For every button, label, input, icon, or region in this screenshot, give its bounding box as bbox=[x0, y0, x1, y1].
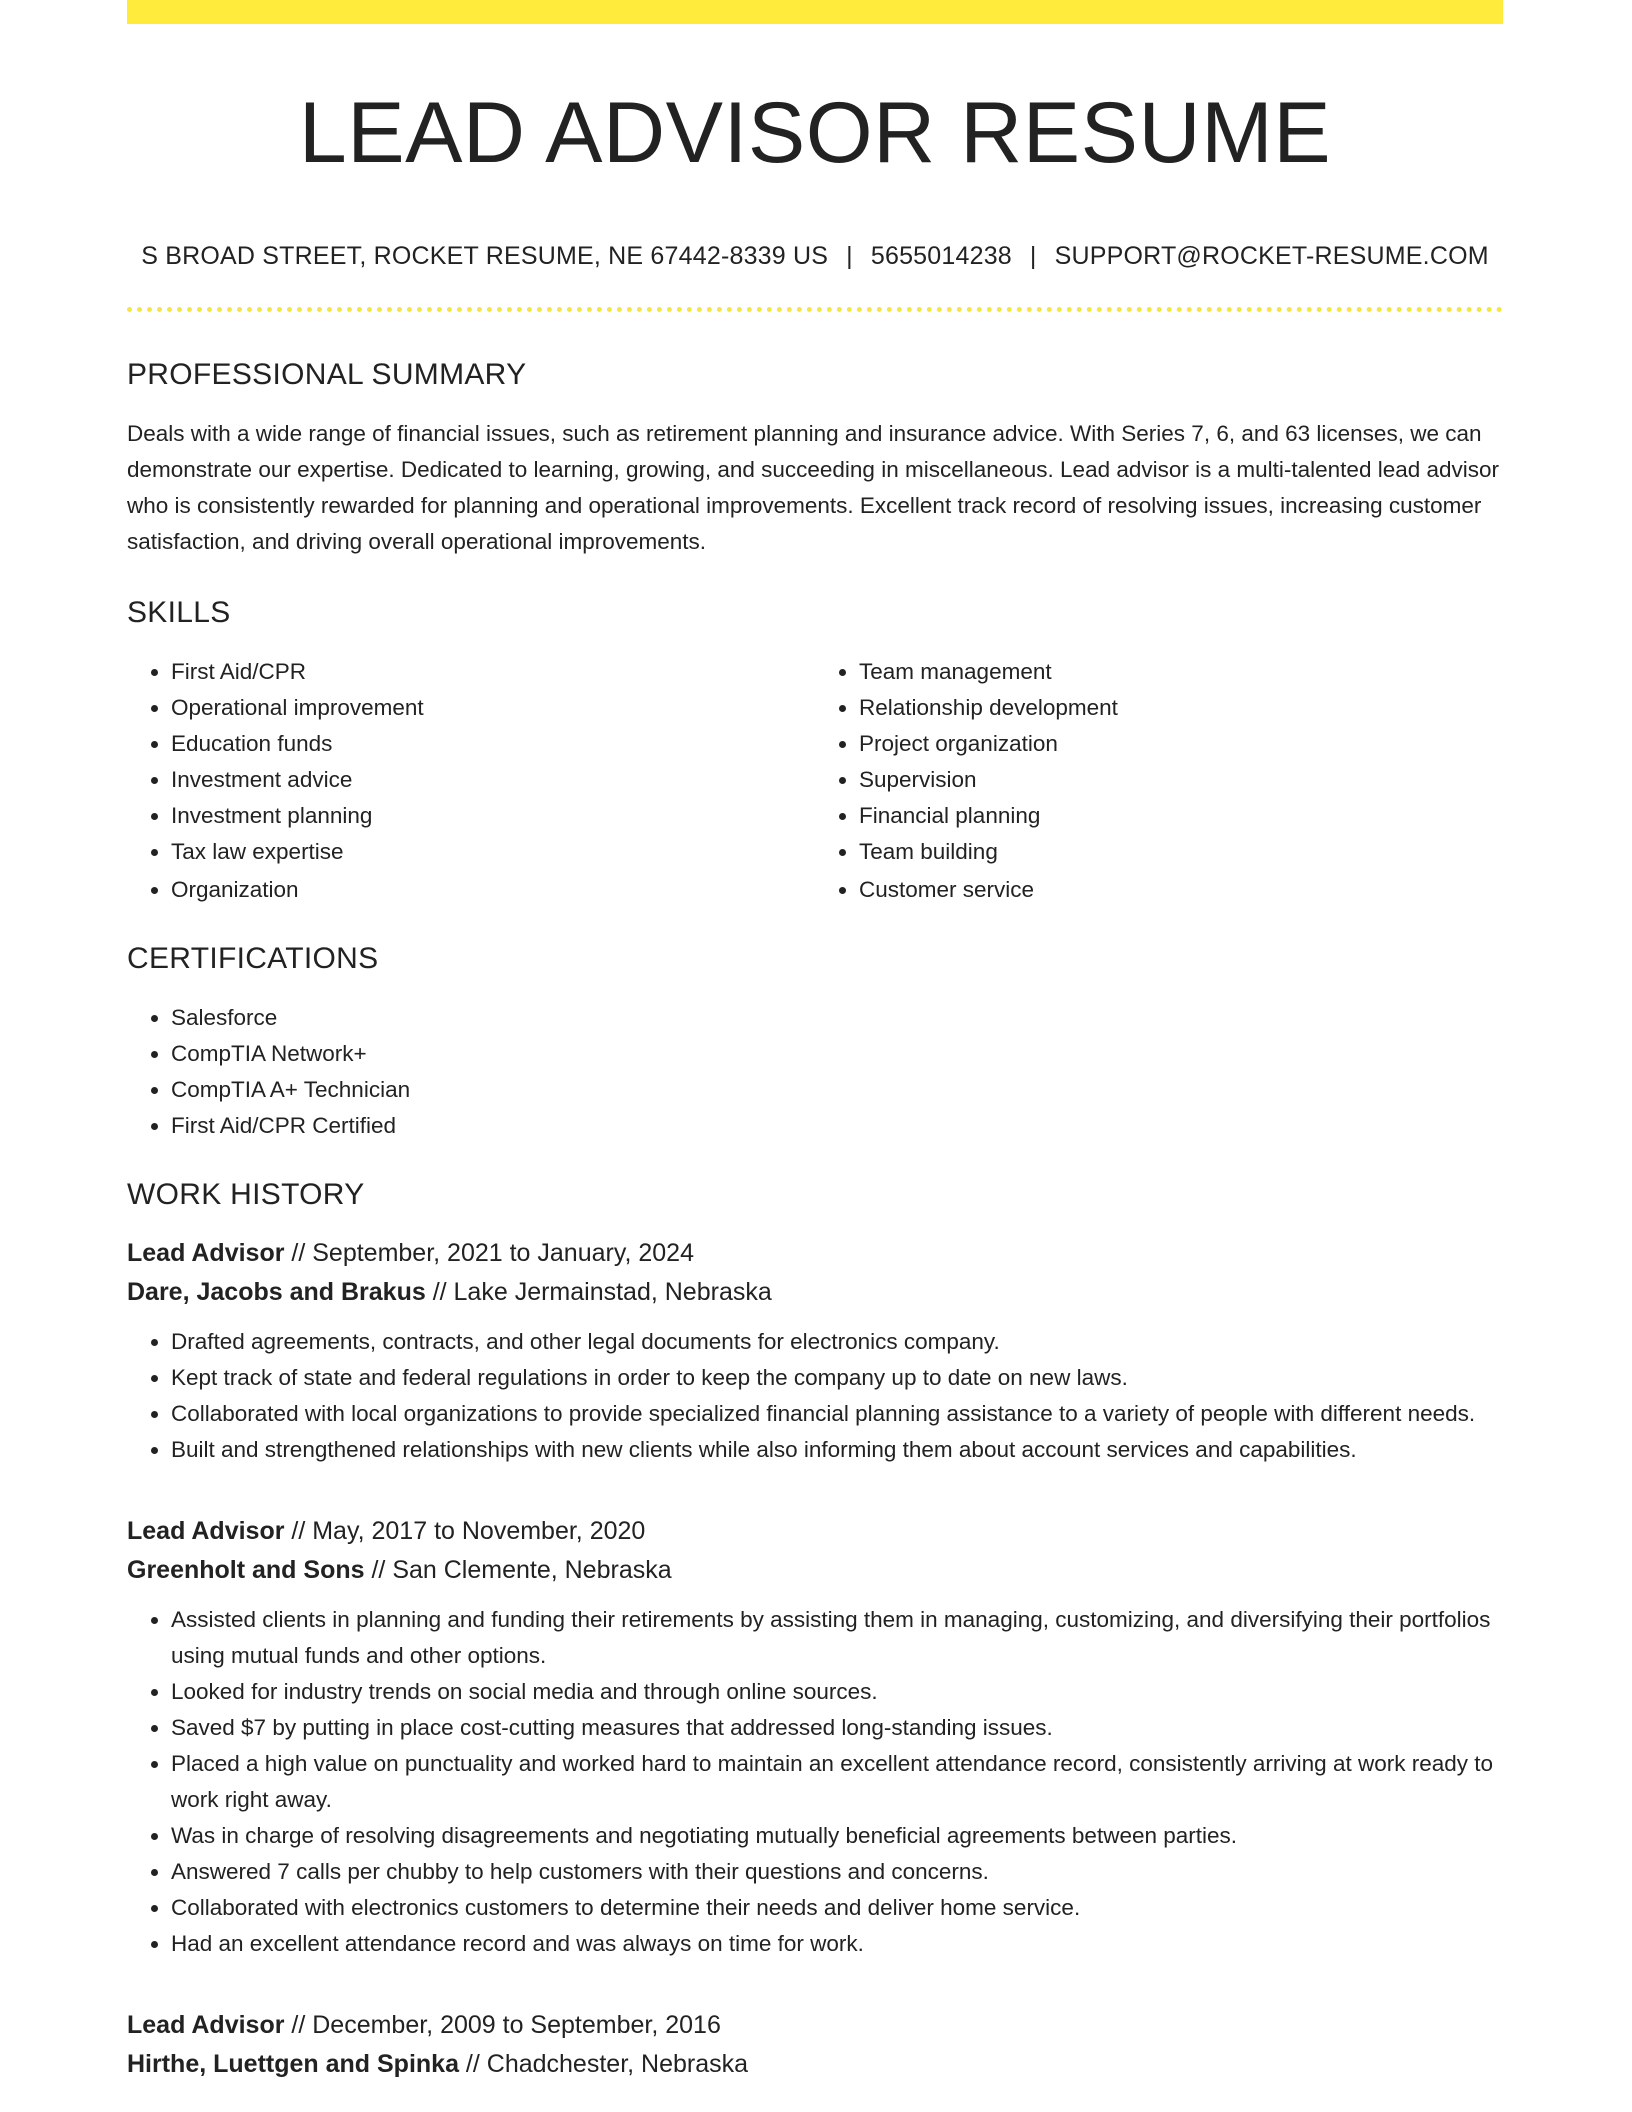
job-duty-item: • Was in charge of resolving disagreements and negotiating mutually beneficial agreements between parties. bbox=[171, 1818, 1503, 1854]
certification-item: • First Aid/CPR Certified bbox=[171, 1108, 1503, 1144]
section-heading-skills: SKILLS bbox=[127, 596, 231, 629]
work-history-section bbox=[127, 1180, 1503, 2084]
job-location: // San Clemente, Nebraska bbox=[364, 1556, 672, 1584]
job-title: Lead Advisor bbox=[127, 1517, 285, 1545]
job-company: Dare, Jacobs and Brakus bbox=[127, 1278, 426, 1306]
certifications-list bbox=[127, 1000, 1503, 1144]
skill-item: • First Aid/CPR bbox=[171, 654, 815, 690]
contact-address: S BROAD STREET, ROCKET RESUME, NE 67442-8339 US bbox=[141, 242, 829, 270]
skills-columns bbox=[127, 654, 1503, 908]
job-duty-item: • Built and strengthened relationships with new clients while also informing them about account services and capabilities. bbox=[171, 1432, 1503, 1468]
skill-item: • Project organization bbox=[859, 726, 1503, 762]
job-title-line bbox=[127, 2006, 1503, 2045]
job-duty-item: • Collaborated with electronics customers to determine their needs and deliver home service. bbox=[171, 1890, 1503, 1926]
certification-item: • CompTIA A+ Technician bbox=[171, 1072, 1503, 1108]
job-entry bbox=[127, 1234, 1503, 1468]
certification-item: • CompTIA Network+ bbox=[171, 1036, 1503, 1072]
job-company-line bbox=[127, 1273, 1503, 1312]
job-duty-item: • Saved $7 by putting in place cost-cutting measures that addressed long-standing issues. bbox=[171, 1710, 1503, 1746]
skill-item: • Customer service bbox=[859, 872, 1503, 908]
job-title-line bbox=[127, 1234, 1503, 1273]
skill-item: • Team management bbox=[859, 654, 1503, 690]
section-heading-summary: PROFESSIONAL SUMMARY bbox=[127, 358, 527, 391]
skill-item: • Relationship development bbox=[859, 690, 1503, 726]
accent-top-bar bbox=[127, 0, 1503, 24]
job-duty-item: • Looked for industry trends on social media and through online sources. bbox=[171, 1674, 1503, 1710]
job-title: Lead Advisor bbox=[127, 2011, 285, 2039]
job-company: Hirthe, Luettgen and Spinka bbox=[127, 2050, 459, 2078]
job-company-line bbox=[127, 1551, 1503, 1590]
contact-line bbox=[127, 242, 1503, 271]
skill-item: • Investment planning bbox=[171, 798, 815, 834]
job-duties-list bbox=[127, 1324, 1503, 1468]
job-location: // Chadchester, Nebraska bbox=[458, 2050, 749, 2078]
skills-list-right bbox=[815, 654, 1503, 908]
job-company: Greenholt and Sons bbox=[127, 1556, 365, 1584]
skill-item: • Organization bbox=[171, 872, 815, 908]
section-heading-work-history: WORK HISTORY bbox=[127, 1178, 365, 1211]
job-duties-list bbox=[127, 1602, 1503, 1962]
job-duty-item: • Answered 7 calls per chubby to help customers with their questions and concerns. bbox=[171, 1854, 1503, 1890]
job-duty-item: • Placed a high value on punctuality and worked hard to maintain an excellent attendance record, consistently arriving at work ready to work right away. bbox=[171, 1746, 1503, 1818]
job-title: Lead Advisor bbox=[127, 1239, 285, 1267]
job-dates: // September, 2021 to January, 2024 bbox=[284, 1239, 694, 1267]
contact-email: SUPPORT@ROCKET-RESUME.COM bbox=[1054, 242, 1489, 270]
job-dates: // December, 2009 to September, 2016 bbox=[284, 2011, 721, 2039]
job-dates: // May, 2017 to November, 2020 bbox=[284, 1517, 646, 1545]
dotted-divider bbox=[127, 307, 1503, 312]
skill-item: • Supervision bbox=[859, 762, 1503, 798]
job-entry bbox=[127, 1512, 1503, 1962]
contact-phone: 5655014238 bbox=[870, 242, 1012, 270]
job-entry bbox=[127, 2006, 1503, 2084]
job-duty-item: • Drafted agreements, contracts, and other legal documents for electronics company. bbox=[171, 1324, 1503, 1360]
job-title-line bbox=[127, 1512, 1503, 1551]
job-company-line bbox=[127, 2045, 1503, 2084]
job-duty-item: • Assisted clients in planning and funding their retirements by assisting them in managing, customizing, and diversifying their portfolios using mutual funds and other options. bbox=[171, 1602, 1503, 1674]
job-duty-item: • Kept track of state and federal regulations in order to keep the company up to date on new laws. bbox=[171, 1360, 1503, 1396]
skill-item: • Team building bbox=[859, 834, 1503, 870]
skill-item: • Investment advice bbox=[171, 762, 815, 798]
section-heading-certifications: CERTIFICATIONS bbox=[127, 942, 379, 975]
summary-text: Deals with a wide range of financial issues, such as retirement planning and insurance advice. With Series 7, 6, and 63 licenses, we can demonstrate our expertise. Dedicated to learning, growing, and succeeding in miscellaneous. Lead advisor is a multi-talented lead advisor who is consistently rewarded for planning and operational improvements. Excellent track record of resolving issues, increasing customer satisfaction, and driving overall operational improvements. bbox=[127, 421, 1500, 554]
job-duty-item: • Had an excellent attendance record and was always on time for work. bbox=[171, 1926, 1503, 1962]
job-location: // Lake Jermainstad, Nebraska bbox=[425, 1278, 772, 1306]
skill-item: • Education funds bbox=[171, 726, 815, 762]
contact-separator: | bbox=[846, 242, 853, 270]
resume-page bbox=[127, 0, 1503, 2084]
certifications-section bbox=[127, 944, 1503, 1144]
contact-separator: | bbox=[1029, 242, 1037, 270]
skill-item: • Financial planning bbox=[859, 798, 1503, 834]
professional-summary-section bbox=[127, 360, 1503, 560]
skill-item: • Operational improvement bbox=[171, 690, 815, 726]
certification-item: • Salesforce bbox=[171, 1000, 1503, 1036]
skills-section bbox=[127, 598, 1503, 908]
job-duty-item: • Collaborated with local organizations to provide specialized financial planning assistance to a variety of people with different needs. bbox=[171, 1396, 1503, 1432]
resume-title: LEAD ADVISOR RESUME bbox=[298, 85, 1332, 181]
skills-list-left bbox=[127, 654, 815, 908]
skill-item: • Tax law expertise bbox=[171, 834, 815, 870]
